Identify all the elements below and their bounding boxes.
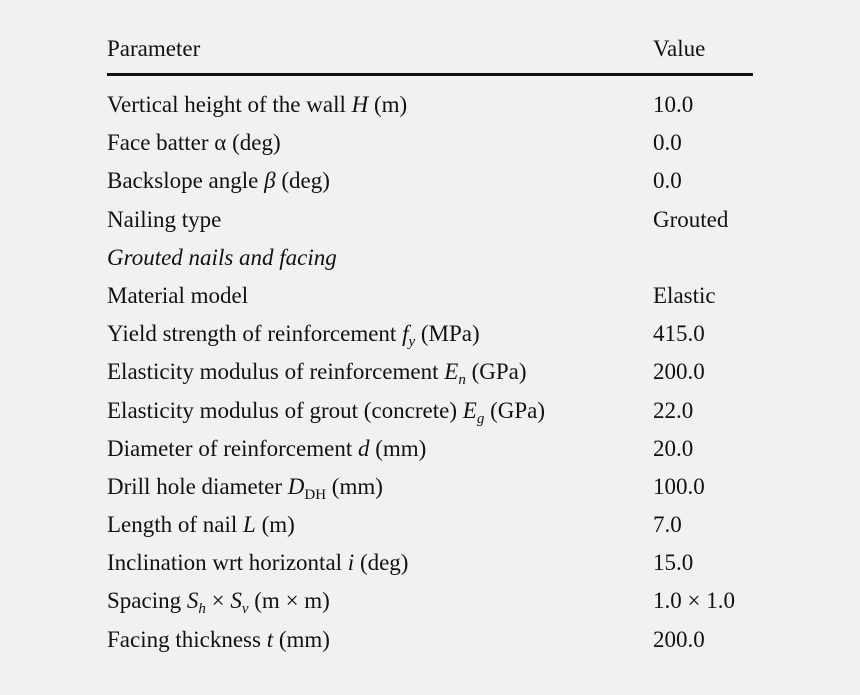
row-parameter: Vertical height of the wall H (m) [107, 92, 408, 117]
row-parameter: Length of nail L (m) [107, 512, 295, 538]
row-parameter: Diameter of reinforcement d (mm) [107, 435, 427, 461]
row-parameter: Material model [107, 282, 249, 308]
row-value: 7.0 [653, 512, 682, 538]
row-value: 415.0 [653, 321, 705, 347]
row-value: 15.0 [653, 550, 694, 576]
row-parameter: Yield strength of reinforcement $f_y$ (MPa) [107, 321, 480, 351]
parameter-table [107, 0, 753, 652]
table-header [107, 0, 753, 76]
table-row [107, 584, 753, 622]
table-row [107, 88, 753, 126]
section-heading: Grouted nails and facing [107, 244, 337, 270]
row-value: 22.0 [653, 397, 694, 423]
row-parameter: Elasticity modulus of reinforcement $E_n$ (GPa) [107, 359, 527, 389]
header-parameter: Parameter [107, 36, 201, 61]
row-parameter: Elasticity modulus of grout (concrete) $E_g$ (GPa) [107, 397, 546, 427]
table-row [107, 623, 753, 661]
table-row [107, 203, 753, 241]
table-body [107, 88, 753, 661]
row-parameter: Face batter α (deg) [107, 130, 281, 156]
table-row [107, 508, 753, 546]
row-value: 0.0 [653, 168, 682, 194]
row-value: 20.0 [653, 435, 694, 461]
table-row [107, 470, 753, 508]
table-row [107, 394, 753, 432]
row-value: 10.0 [653, 92, 694, 117]
header-value: Value [653, 36, 706, 61]
table-row [107, 355, 753, 393]
table-row [107, 126, 753, 164]
table-row [107, 164, 753, 202]
row-value: 200.0 [653, 359, 705, 385]
row-value: 100.0 [653, 473, 705, 499]
row-parameter: Spacing $S_h \times S_v$ (m × m) [107, 588, 330, 618]
row-parameter: Inclination wrt horizontal i (deg) [107, 550, 409, 576]
row-parameter: Drill hole diameter $D_{DH}$ (mm) [107, 473, 383, 503]
row-value: 0.0 [653, 130, 682, 156]
table-row [107, 317, 753, 355]
table-row [107, 546, 753, 584]
row-value: Elastic [653, 282, 716, 308]
row-parameter: Facing thickness t (mm) [107, 626, 330, 652]
row-parameter: Backslope angle β (deg) [107, 168, 330, 194]
row-value: 1.0 × 1.0 [653, 588, 735, 614]
table-row [107, 432, 753, 470]
table-row [107, 279, 753, 317]
section-heading-row [107, 241, 753, 279]
row-value: Grouted [653, 206, 729, 232]
row-parameter: Nailing type [107, 206, 222, 232]
row-value: 200.0 [653, 626, 705, 652]
